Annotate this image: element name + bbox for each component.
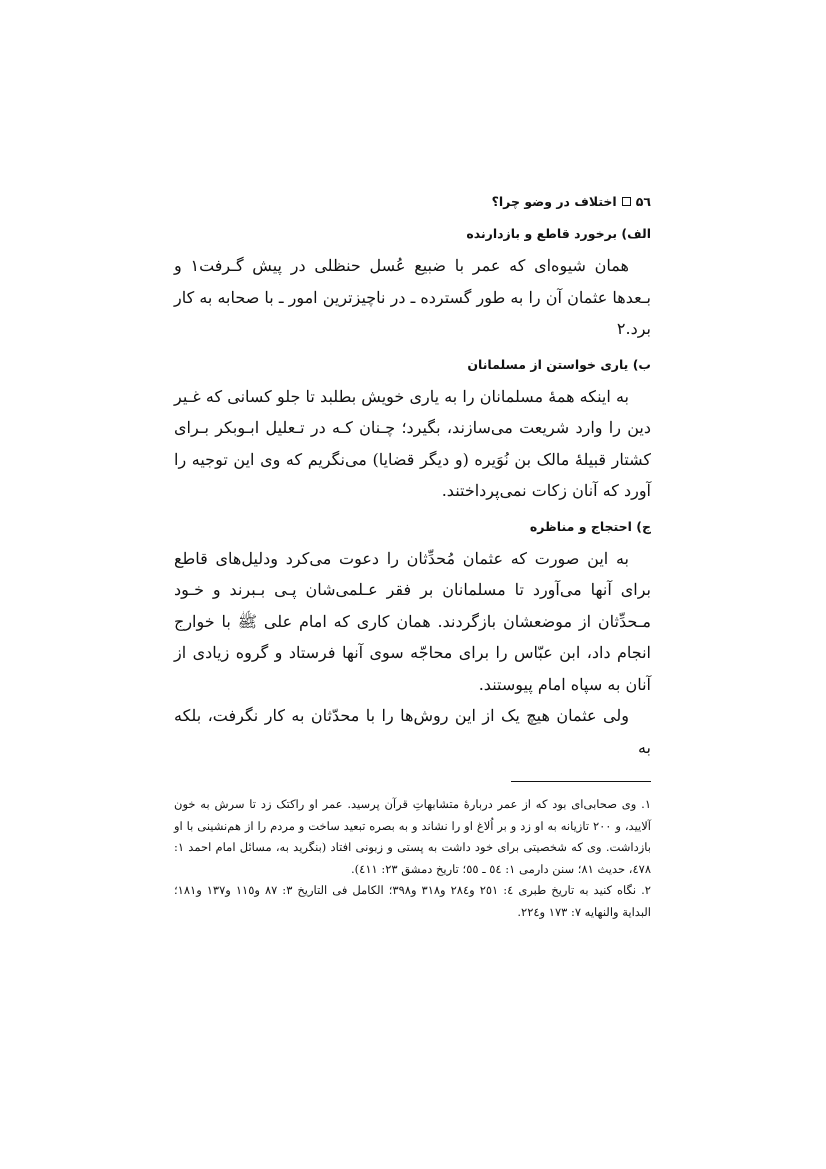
section-heading-jim: ج) احتجاج و مناظره: [529, 518, 651, 534]
running-head: [174, 188, 651, 214]
footnote-1: ١. وی صحابی‌ای بود که از عمر دربارهٔ متشابهاتِ قرآن پرسید. عمر او راکتک زد تا سرش به خون آلایید، و ٢٠٠ تازیانه به او زد و بر اُلاغ او را نشاند و به بصره تبعید ساخت و مردم را از هم‌نشینی با او بازداشت. وی که شخصیتی برای خود داشت به پستی و زبونی افتاد (بنگرید به، مسائل امام احمد ١: ٤٧٨، حدیث ٨١؛ سنن دارمی ١: ٥٤ ـ ٥٥؛ تاریخ دمشق ٢٣: ٤١١).: [174, 797, 651, 876]
paragraph-alef: همان شیوه‌ای که عمر با ضبیع عُسل حنظلی در پیش گـرفت١ و بـعدها عثمان آن را به طور گسترده ـ در ناچیزترین امور ـ با صحابه به کار برد.٢: [174, 256, 651, 338]
paragraph-be: به اینکه همهٔ مسلمانان را به یاری خویش بطلبد تا جلو کسانی که غـیر دین را وارد شریعت می‌سازند، بگیرد؛ چـنان کـه در تـعلیل ابـوبکر بـرای کشتار قبیلهٔ مالک بن نُوَیره (و دیگر قضایا) می‌نگریم که وی این توجیه را آورد که آنان زکات نمی‌پرداختند.: [174, 386, 651, 500]
paragraph-continuation: ولی عثمان هیچ یک از این روش‌ها را با محدّثان به کار نگرفت، بلکه به: [174, 706, 651, 757]
square-bullet-icon: [622, 197, 631, 206]
book-page: [174, 188, 651, 923]
footnote-divider: [511, 781, 651, 782]
paragraph-jim: به این صورت که عثمان مُحدِّثان را دعوت می‌کرد ودلیل‌های قاطع برای آنها می‌آورد تا مسلمانان بر فقر عـلمی‌شان پـی بـبرند و خـود مـحدِّثان از موضعشان بازگردند. همان کاری که امام علی ﷺ با خوارج انجام داد، ابن عبّاس را برای محاجّه سوی آنها فرستاد و گروه زیادی از آنان به سپاه امام پیوستند.: [174, 548, 651, 694]
footnotes: [174, 794, 651, 923]
page-number: ۵٦: [635, 193, 651, 209]
section-heading-alef: الف) برخورد قاطع و بازدارنده: [466, 226, 651, 241]
section-heading-be: ب) یاری خواستن از مسلمانان: [467, 356, 651, 372]
footnote-2: ٢. نگاه کنید به تاریخ طبری ٤: ٢٥١ و٢٨٤ و٣١٨ و٣٩٨؛ الکامل فی التاریخ ٣: ٨٧ و١١٥ و١٣٧ و١٨١؛ البدایة والنهایه ٧: ١٧٣ و٢٢٤.: [174, 883, 651, 919]
running-head-title: اختلاف در وضو چرا؟: [491, 193, 617, 209]
